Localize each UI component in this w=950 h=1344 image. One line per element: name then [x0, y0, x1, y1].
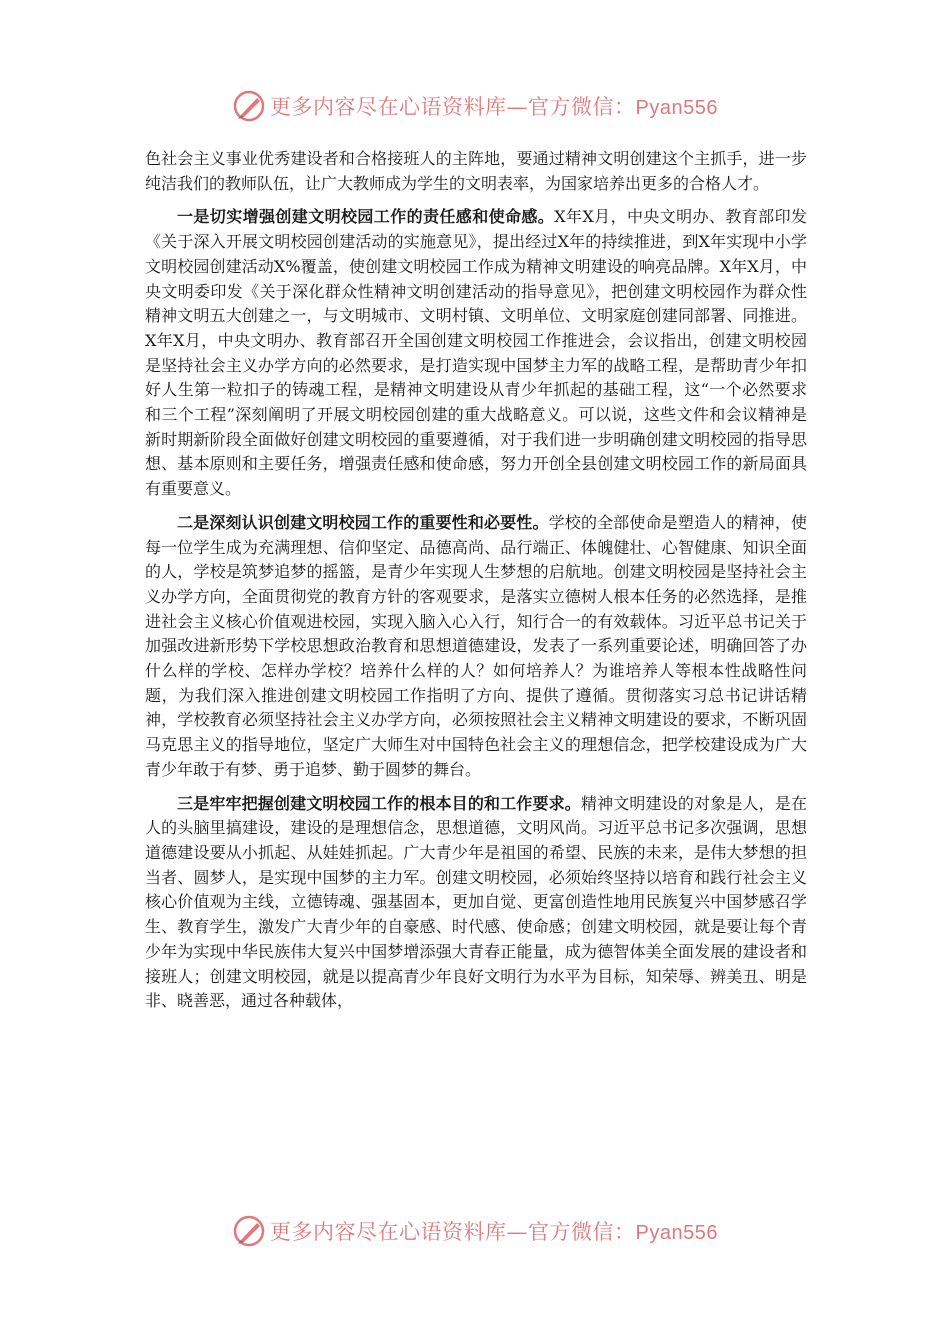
section-3-title: 三是牢牢把握创建文明校园工作的根本目的和工作要求。 [177, 793, 581, 813]
intro-paragraph: 色社会主义事业优秀建设者和合格接班人的主阵地，要通过精神文明创建这个主抓手，进一步纯洁我们的教师队伍，让广大教师成为学生的文明表率，为国家培养出更多的合格人才。 [145, 149, 807, 193]
section-3-paragraph [145, 792, 807, 1014]
section-1-paragraph [145, 205, 807, 501]
pen-circle-logo-icon [232, 89, 266, 123]
section-1-body: X年X月，中央文明办、教育部印发《关于深入开展文明校园创建活动的实施意见》，提出经过X年的持续推进，到X年实现中小学文明校园创建活动X%覆盖，使创建文明校园工作成为精神文明建设的响亮品牌。X年X月，中央文明委印发《关于深化群众性精神文明创建活动的指导意见》，把创建文明校园作为群众性精神文明五大创建之一，与文明城市、文明村镇、文明单位、文明家庭创建同部署、同推进。X年X月，中央文明办、教育部召开全国创建文明校园工作推进会，会议指出，创建文明校园是坚持社会主义办学方向的必然要求，是打造实现中国梦主力军的战略工程，是帮助青少年扣好人生第一粒扣子的铸魂工程，是精神文明建设从青少年抓起的基础工程，这“一个必然要求和三个工程”深刻阐明了开展文明校园创建的重大战略意义。可以说，这些文件和会议精神是新时期新阶段全面做好创建文明校园的重要遵循，对于我们进一步明确创建文明校园的指导思想、基本原则和主要任务，增强责任感和使命感，努力开创全县创建文明校园工作的新局面具有重要意义。 [145, 207, 807, 499]
section-2-body: 学校的全部使命是塑造人的精神，使每一位学生成为充满理想、信仰坚定、品德高尚、品行端正、体魄健壮、心智健康、知识全面的人，学校是筑梦追梦的摇篮，是青少年实现人生梦想的启航地。创建文明校园是坚持社会主义办学方向，全面贯彻党的教育方针的客观要求，是落实立德树人根本任务的必然选择，是推进社会主义核心价值观进校园，实现入脑入心入行，知行合一的有效载体。习近平总书记关于加强改进新形势下学校思想政治教育和思想道德建设，发表了一系列重要论述，明确回答了办什么样的学校、怎样办学校？培养什么样的人？如何培养人？为谁培养人等根本性战略性问题，为我们深入推进创建文明校园工作指明了方向、提供了遵循。贯彻落实习总书记讲话精神，学校教育必须坚持社会主义办学方向，必须按照社会主义精神文明建设的要求，不断巩固马克思主义的指导地位，坚定广大师生对中国特色社会主义的理想信念，把学校建设成为广大青少年敢于有梦、勇于追梦、勤于圆梦的舞台。 [145, 512, 807, 779]
pen-circle-logo-icon [232, 1214, 266, 1248]
section-2-title: 二是深刻认识创建文明校园工作的重要性和必要性。 [177, 512, 549, 532]
header-banner-text: 更多内容尽在心语资料库—官方微信： [270, 95, 636, 119]
header-banner [0, 86, 950, 126]
section-1-title: 一是切实增强创建文明校园工作的责任感和使命感。 [177, 207, 555, 227]
section-3-body: 精神文明建设的对象是人，是在人的头脑里搞建设，建设的是理想信念，思想道德，文明风尚。习近平总书记多次强调，思想道德建设要从小抓起、从娃娃抓起。广大青少年是祖国的希望、民族的未来，是伟大梦想的担当者、圆梦人，是实现中国梦的主力军。创建文明校园，必须始终坚持以培育和践行社会主义核心价值观为主线，立德铸魂、强基固本，更加自觉、更富创造性地用民族复兴中国梦感召学生、教育学生，激发广大青少年的自豪感、时代感、使命感；创建文明校园，就是要让每个青少年为实现中华民族伟大复兴中国梦增添强大青春正能量，成为德智体美全面发展的建设者和接班人；创建文明校园，就是以提高青少年良好文明行为水平为目标，知荣辱、辨美丑、明是非、晓善恶，通过各种载体， [145, 793, 807, 1011]
header-banner-id: Pyan556 [635, 97, 718, 119]
section-2-paragraph [145, 511, 807, 783]
footer-banner-text: 更多内容尽在心语资料库—官方微信： [270, 1220, 636, 1244]
footer-banner [0, 1211, 950, 1251]
document-body [145, 147, 807, 1014]
footer-banner-id: Pyan556 [635, 1222, 718, 1244]
